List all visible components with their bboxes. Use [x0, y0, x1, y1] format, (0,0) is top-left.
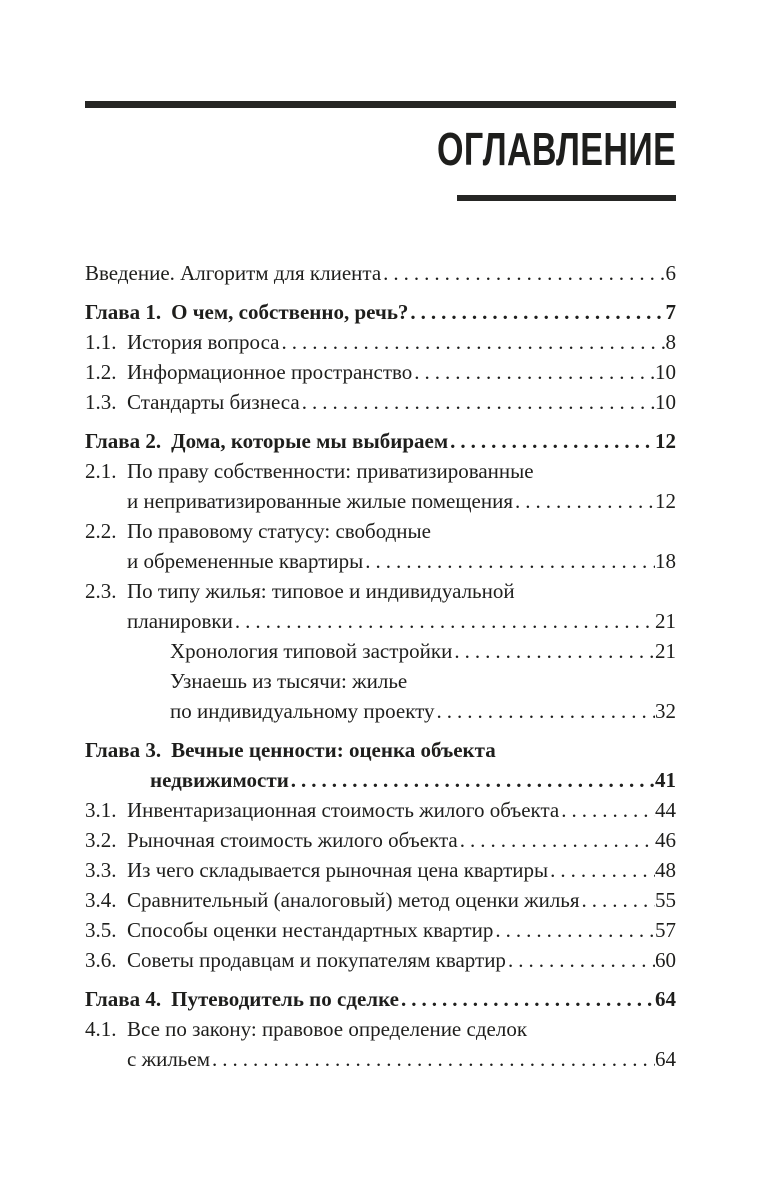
page-header — [0, 0, 763, 201]
toc-entry-line — [85, 795, 676, 825]
entry-title-text: Все по закону: правовое определение сделок — [127, 1017, 528, 1041]
dot-leader — [289, 765, 655, 795]
entry-page-number: 21 — [655, 639, 676, 663]
entry-title-text: Хронология типовой застройки — [170, 639, 453, 663]
toc-entry-line — [85, 387, 676, 417]
dot-leader — [412, 357, 655, 387]
entry-number-label: Глава 1. — [85, 300, 162, 324]
entry-title-text: Инвентаризационная стоимость жилого объекта — [127, 798, 560, 822]
toc-entry — [85, 357, 676, 387]
dot-leader — [399, 984, 655, 1014]
entry-title-text: Вечные ценности: оценка объекта — [171, 738, 496, 762]
toc-entry — [85, 258, 676, 288]
toc-entry-line — [85, 297, 676, 327]
entry-page-number: 21 — [655, 609, 676, 633]
toc-entry — [85, 795, 676, 825]
dot-leader — [452, 636, 655, 666]
toc-entry-line — [85, 915, 676, 945]
toc-entry-line — [85, 984, 676, 1014]
entry-number-label: Глава 2. — [85, 429, 162, 453]
entry-page-number: 55 — [655, 888, 676, 912]
toc-entry — [85, 984, 676, 1014]
entry-number-label: 3.5. — [85, 918, 117, 942]
entry-title-text: По праву собственности: приватизированные — [127, 459, 534, 483]
toc-entry-line — [85, 855, 676, 885]
entry-page-number: 44 — [655, 798, 676, 822]
toc-entry — [85, 516, 676, 576]
entry-number-label: 2.1. — [85, 459, 117, 483]
entry-page-number: 64 — [655, 987, 676, 1011]
toc-entry-line — [85, 636, 676, 666]
toc-entry — [85, 576, 676, 636]
entry-title-text: Введение. Алгоритм для клиента — [85, 261, 382, 285]
toc-entry — [85, 426, 676, 456]
toc-entry-line — [85, 735, 676, 765]
toc-entry-line — [85, 516, 676, 546]
toc-entry — [85, 666, 676, 726]
toc-entry-line — [85, 456, 676, 486]
entry-page-number: 46 — [655, 828, 676, 852]
entry-number-label: Глава 3. — [85, 738, 162, 762]
entry-number-label: 3.2. — [85, 828, 117, 852]
entry-page-number: 8 — [665, 330, 676, 354]
toc-entry-line — [85, 885, 676, 915]
dot-leader — [548, 855, 655, 885]
dot-leader — [493, 915, 655, 945]
toc-entry-line — [85, 1014, 676, 1044]
toc-entry — [85, 636, 676, 666]
toc-entry — [85, 855, 676, 885]
toc-entry-line — [85, 327, 676, 357]
top-rule — [85, 101, 676, 108]
toc-entry-line — [85, 576, 676, 606]
entry-title-text: Советы продавцам и покупателям квартир — [127, 948, 506, 972]
entry-number-label: 2.2. — [85, 519, 117, 543]
entry-number-label: 3.1. — [85, 798, 117, 822]
entry-title-text: Рыночная стоимость жилого объекта — [127, 828, 458, 852]
table-of-contents — [85, 258, 676, 1074]
entry-title-text: по индивидуальному проекту — [170, 699, 435, 723]
toc-entry — [85, 456, 676, 516]
dot-leader — [458, 825, 655, 855]
toc-entry — [85, 885, 676, 915]
dot-leader — [210, 1044, 655, 1074]
toc-entry — [85, 327, 676, 357]
entry-number-label: 3.4. — [85, 888, 117, 912]
dot-leader — [363, 546, 655, 576]
entry-page-number: 10 — [655, 390, 676, 414]
entry-page-number: 48 — [655, 858, 676, 882]
entry-title-text: По правовому статусу: свободные — [127, 519, 431, 543]
dot-leader — [559, 795, 655, 825]
toc-entry-line — [85, 696, 676, 726]
entry-page-number: 12 — [655, 429, 676, 453]
entry-number-label: 4.1. — [85, 1017, 117, 1041]
toc-entry-line — [85, 1044, 676, 1074]
entry-title-text: Сравнительный (аналоговый) метод оценки жилья — [127, 888, 580, 912]
entry-title-text: Способы оценки нестандартных квартир — [127, 918, 494, 942]
entry-page-number: 18 — [655, 549, 676, 573]
entry-page-number: 32 — [655, 699, 676, 723]
entry-title-text: Путеводитель по сделке — [171, 987, 399, 1011]
toc-entry — [85, 735, 676, 795]
toc-entry — [85, 945, 676, 975]
entry-page-number: 7 — [665, 300, 676, 324]
entry-number-label: 2.3. — [85, 579, 117, 603]
entry-number-label: Глава 4. — [85, 987, 162, 1011]
toc-entry-line — [85, 426, 676, 456]
toc-entry-line — [85, 666, 676, 696]
entry-title-text: с жильем — [127, 1047, 210, 1071]
entry-title-text: О чем, собственно, речь? — [171, 300, 409, 324]
entry-title-text: Из чего складывается рыночная цена квартиры — [127, 858, 549, 882]
dot-leader — [381, 258, 665, 288]
entry-title-text: Узнаешь из тысячи: жилье — [170, 669, 408, 693]
entry-page-number: 64 — [655, 1047, 676, 1071]
toc-entry-line — [85, 825, 676, 855]
dot-leader — [233, 606, 655, 636]
toc-entry-line — [85, 486, 676, 516]
dot-leader — [448, 426, 655, 456]
dot-leader — [580, 885, 655, 915]
entry-title-text: недвижимости — [150, 768, 289, 792]
entry-title-text: Информационное пространство — [127, 360, 413, 384]
entry-number-label: 1.2. — [85, 360, 117, 384]
toc-entry-line — [85, 945, 676, 975]
dot-leader — [506, 945, 655, 975]
toc-entry — [85, 915, 676, 945]
toc-entry-line — [85, 357, 676, 387]
dot-leader — [513, 486, 655, 516]
page-title-text: ОГЛАВЛЕНИЕ — [436, 123, 676, 175]
entry-page-number: 6 — [665, 261, 676, 285]
entry-number-label: 3.3. — [85, 858, 117, 882]
entry-page-number: 10 — [655, 360, 676, 384]
dot-leader — [435, 696, 655, 726]
entry-page-number: 12 — [655, 489, 676, 513]
entry-title-text: и обремененные квартиры — [127, 549, 364, 573]
entry-page-number: 57 — [655, 918, 676, 942]
entry-title-text: и неприватизированные жилые помещения — [127, 489, 513, 513]
dot-leader — [408, 297, 665, 327]
entry-number-label: 1.1. — [85, 330, 117, 354]
toc-entry-line — [85, 765, 676, 795]
dot-leader — [300, 387, 655, 417]
dot-leader — [279, 327, 665, 357]
toc-entry — [85, 387, 676, 417]
entry-title-text: планировки — [127, 609, 233, 633]
entry-number-label: 3.6. — [85, 948, 117, 972]
title-underline-rule — [457, 195, 676, 201]
toc-entry — [85, 1014, 676, 1074]
toc-entry — [85, 297, 676, 327]
toc-entry-line — [85, 606, 676, 636]
entry-title-text: История вопроса — [127, 330, 280, 354]
toc-entry — [85, 825, 676, 855]
entry-page-number: 60 — [655, 948, 676, 972]
entry-title-text: По типу жилья: типовое и индивидуальной — [127, 579, 515, 603]
entry-title-text: Стандарты бизнеса — [127, 390, 300, 414]
entry-number-label: 1.3. — [85, 390, 117, 414]
toc-entry-line — [85, 546, 676, 576]
entry-title-text: Дома, которые мы выбираем — [171, 429, 449, 453]
toc-entry-line — [85, 258, 676, 288]
page-title — [85, 108, 676, 174]
entry-page-number: 41 — [655, 768, 676, 792]
